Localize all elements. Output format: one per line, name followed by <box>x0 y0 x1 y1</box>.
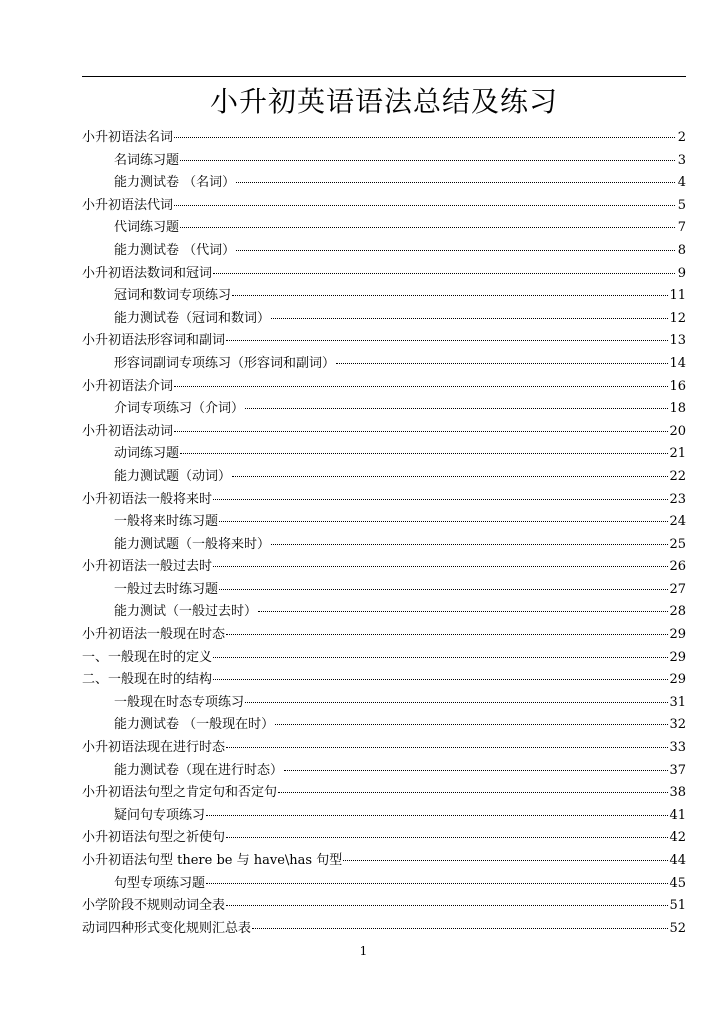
toc-entry-page: 13 <box>669 333 686 349</box>
toc-entry-label: 二、一般现在时的结构 <box>82 672 213 688</box>
toc-entry[interactable] <box>82 511 686 534</box>
toc-entry[interactable] <box>82 601 686 624</box>
toc-entry[interactable] <box>82 150 686 173</box>
header-rule <box>82 76 686 77</box>
toc-entry-label: 小升初语法句型之祈使句 <box>82 830 226 846</box>
toc-entry-page: 41 <box>669 807 686 823</box>
toc-entry-page: 29 <box>669 627 686 643</box>
toc-entry-label: 小学阶段不规则动词全表 <box>82 898 226 914</box>
toc-entry[interactable] <box>82 308 686 331</box>
toc-entry-label: 冠词和数词专项练习 <box>114 288 232 304</box>
toc-dot-leader <box>180 452 668 454</box>
toc-entry-page: 16 <box>669 378 686 394</box>
toc-dot-leader <box>284 769 668 771</box>
toc-entry[interactable] <box>82 850 686 873</box>
toc-entry-label: 小升初语法句型 there be 与 have\has 句型 <box>82 853 343 868</box>
toc-dot-leader <box>275 723 668 725</box>
page-number: 1 <box>359 944 368 958</box>
toc-entry-page: 31 <box>669 694 686 710</box>
toc-dot-leader <box>180 159 675 161</box>
document-title: 小升初英语语法总结及练习 <box>209 85 558 118</box>
toc-entry[interactable] <box>82 398 686 421</box>
toc-dot-leader <box>174 430 668 432</box>
toc-entry-label: 小升初语法动词 <box>82 423 174 439</box>
toc-entry[interactable] <box>82 443 686 466</box>
toc-entry-label: 能力测试题（一般将来时） <box>114 536 271 552</box>
toc-dot-leader <box>232 475 668 477</box>
toc-entry-page: 20 <box>669 423 686 439</box>
toc-dot-leader <box>271 543 668 545</box>
toc-entry-label: 能力测试卷 （代词） <box>114 242 236 258</box>
toc-dot-leader <box>236 249 675 251</box>
toc-entry-label: 小升初语法形容词和副词 <box>82 333 226 349</box>
toc-entry[interactable] <box>82 714 686 737</box>
toc-entry[interactable] <box>82 805 686 828</box>
toc-entry-label: 能力测试卷（现在进行时态） <box>114 762 284 778</box>
toc-entry-label: 一般现在时态专项练习 <box>114 694 245 710</box>
toc-entry-label: 小升初语法一般现在时态 <box>82 627 226 643</box>
toc-entry[interactable] <box>82 330 686 353</box>
toc-entry-label: 一般过去时练习题 <box>114 581 219 597</box>
toc-entry[interactable] <box>82 127 686 150</box>
toc-entry-page: 29 <box>669 649 686 665</box>
toc-entry-page: 21 <box>669 446 686 462</box>
toc-entry-label: 小升初语法一般过去时 <box>82 559 213 575</box>
toc-dot-leader <box>336 362 668 364</box>
toc-entry-label: 小升初语法介词 <box>82 378 174 394</box>
toc-entry[interactable] <box>82 669 686 692</box>
toc-entry[interactable] <box>82 376 686 399</box>
toc-entry-page: 33 <box>669 740 686 756</box>
toc-dot-leader <box>213 678 668 680</box>
toc-entry[interactable] <box>82 647 686 670</box>
toc-dot-leader <box>258 610 668 612</box>
toc-entry-page: 29 <box>669 672 686 688</box>
toc-entry-page: 28 <box>669 604 686 620</box>
toc-dot-leader <box>174 204 675 206</box>
toc-entry-page: 4 <box>677 175 686 191</box>
toc-entry[interactable] <box>82 172 686 195</box>
toc-entry-label: 小升初语法现在进行时态 <box>82 740 226 756</box>
toc-dot-leader <box>232 294 668 296</box>
toc-entry-page: 7 <box>677 220 686 236</box>
toc-entry-page: 45 <box>669 875 686 891</box>
toc-entry-page: 51 <box>669 898 686 914</box>
toc-entry-page: 11 <box>669 288 686 304</box>
toc-entry-label: 动词四种形式变化规则汇总表 <box>82 920 252 936</box>
toc-entry-label: 形容词副词专项练习（形容词和副词） <box>114 355 336 371</box>
toc-dot-leader <box>180 226 675 228</box>
toc-entry[interactable] <box>82 556 686 579</box>
toc-dot-leader <box>213 272 675 274</box>
toc-entry-label: 一般将来时练习题 <box>114 514 219 530</box>
toc-entry-page: 23 <box>669 491 686 507</box>
toc-entry-page: 22 <box>669 468 686 484</box>
toc-dot-leader <box>252 927 668 929</box>
toc-entry-page: 32 <box>669 717 686 733</box>
toc-dot-leader <box>174 136 675 138</box>
toc-dot-leader <box>213 565 668 567</box>
toc-entry-label: 小升初语法数词和冠词 <box>82 265 213 281</box>
toc-dot-leader <box>213 498 668 500</box>
toc-entry[interactable] <box>82 489 686 512</box>
toc-entry[interactable] <box>82 534 686 557</box>
toc-entry-label: 一、一般现在时的定义 <box>82 649 213 665</box>
toc-entry[interactable] <box>82 624 686 647</box>
toc-dot-leader <box>245 701 668 703</box>
toc-dot-leader <box>278 791 668 793</box>
toc-entry-label: 能力测试卷（冠词和数词） <box>114 310 271 326</box>
toc-entry-page: 3 <box>677 152 686 168</box>
toc-entry-page: 25 <box>669 536 686 552</box>
toc-entry-label: 小升初语法句型之肯定句和否定句 <box>82 785 278 801</box>
toc-entry-page: 38 <box>669 785 686 801</box>
toc-entry[interactable] <box>82 827 686 850</box>
toc-entry-page: 27 <box>669 581 686 597</box>
toc-entry-label: 句型专项练习题 <box>114 875 206 891</box>
toc-entry-page: 37 <box>669 762 686 778</box>
toc-entry-label: 动词练习题 <box>114 446 180 462</box>
toc-entry-page: 18 <box>669 401 686 417</box>
toc-entry-page: 12 <box>669 310 686 326</box>
toc-dot-leader <box>226 339 668 341</box>
toc-entry-label: 小升初语法名词 <box>82 130 174 145</box>
toc-dot-leader <box>219 588 668 590</box>
toc-entry-page: 24 <box>669 514 686 530</box>
toc-entry[interactable] <box>82 692 686 715</box>
toc-entry-label: 代词练习题 <box>114 220 180 236</box>
toc-entry[interactable] <box>82 918 686 941</box>
toc-entry-page: 9 <box>677 265 686 281</box>
toc-entry[interactable] <box>82 217 686 240</box>
toc-entry[interactable] <box>82 285 686 308</box>
toc-entry-label: 能力测试（一般过去时） <box>114 604 258 620</box>
toc-dot-leader <box>245 407 668 409</box>
toc-dot-leader <box>206 882 668 884</box>
toc-dot-leader <box>226 904 668 906</box>
toc-dot-leader <box>213 656 668 658</box>
toc-entry-page: 14 <box>669 355 686 371</box>
toc-dot-leader <box>206 814 668 816</box>
toc-entry[interactable] <box>82 240 686 263</box>
toc-entry[interactable] <box>82 737 686 760</box>
toc-entry-label: 能力测试题（动词） <box>114 468 232 484</box>
toc-entry[interactable] <box>82 873 686 896</box>
table-of-contents <box>82 127 686 940</box>
toc-dot-leader <box>226 836 668 838</box>
toc-entry[interactable] <box>82 782 686 805</box>
toc-dot-leader <box>343 859 668 861</box>
toc-entry[interactable] <box>82 263 686 286</box>
toc-entry[interactable] <box>82 466 686 489</box>
toc-entry-page: 8 <box>677 242 686 258</box>
toc-entry-page: 42 <box>669 830 686 846</box>
toc-entry-label: 介词专项练习（介词） <box>114 401 245 417</box>
toc-entry-page: 52 <box>669 920 686 936</box>
toc-entry[interactable] <box>82 421 686 444</box>
toc-entry-label: 小升初语法一般将来时 <box>82 491 213 507</box>
toc-dot-leader <box>226 633 668 635</box>
toc-entry[interactable] <box>82 195 686 218</box>
toc-entry-label: 能力测试卷 （名词） <box>114 175 236 191</box>
toc-dot-leader <box>271 317 668 319</box>
toc-dot-leader <box>226 746 668 748</box>
toc-entry-label: 疑问句专项练习 <box>114 807 206 823</box>
toc-entry-label: 能力测试卷 （一般现在时） <box>114 717 275 733</box>
toc-entry-page: 44 <box>669 853 686 868</box>
toc-dot-leader <box>219 520 668 522</box>
toc-entry-page: 5 <box>677 197 686 213</box>
toc-entry-page: 26 <box>669 559 686 575</box>
toc-entry-label: 小升初语法代词 <box>82 197 174 213</box>
toc-dot-leader <box>236 181 675 183</box>
toc-entry[interactable] <box>82 760 686 783</box>
toc-entry-page: 2 <box>677 130 686 145</box>
toc-entry[interactable] <box>82 895 686 918</box>
toc-dot-leader <box>174 385 668 387</box>
toc-entry[interactable] <box>82 353 686 376</box>
toc-entry[interactable] <box>82 579 686 602</box>
toc-entry-label: 名词练习题 <box>114 152 180 168</box>
